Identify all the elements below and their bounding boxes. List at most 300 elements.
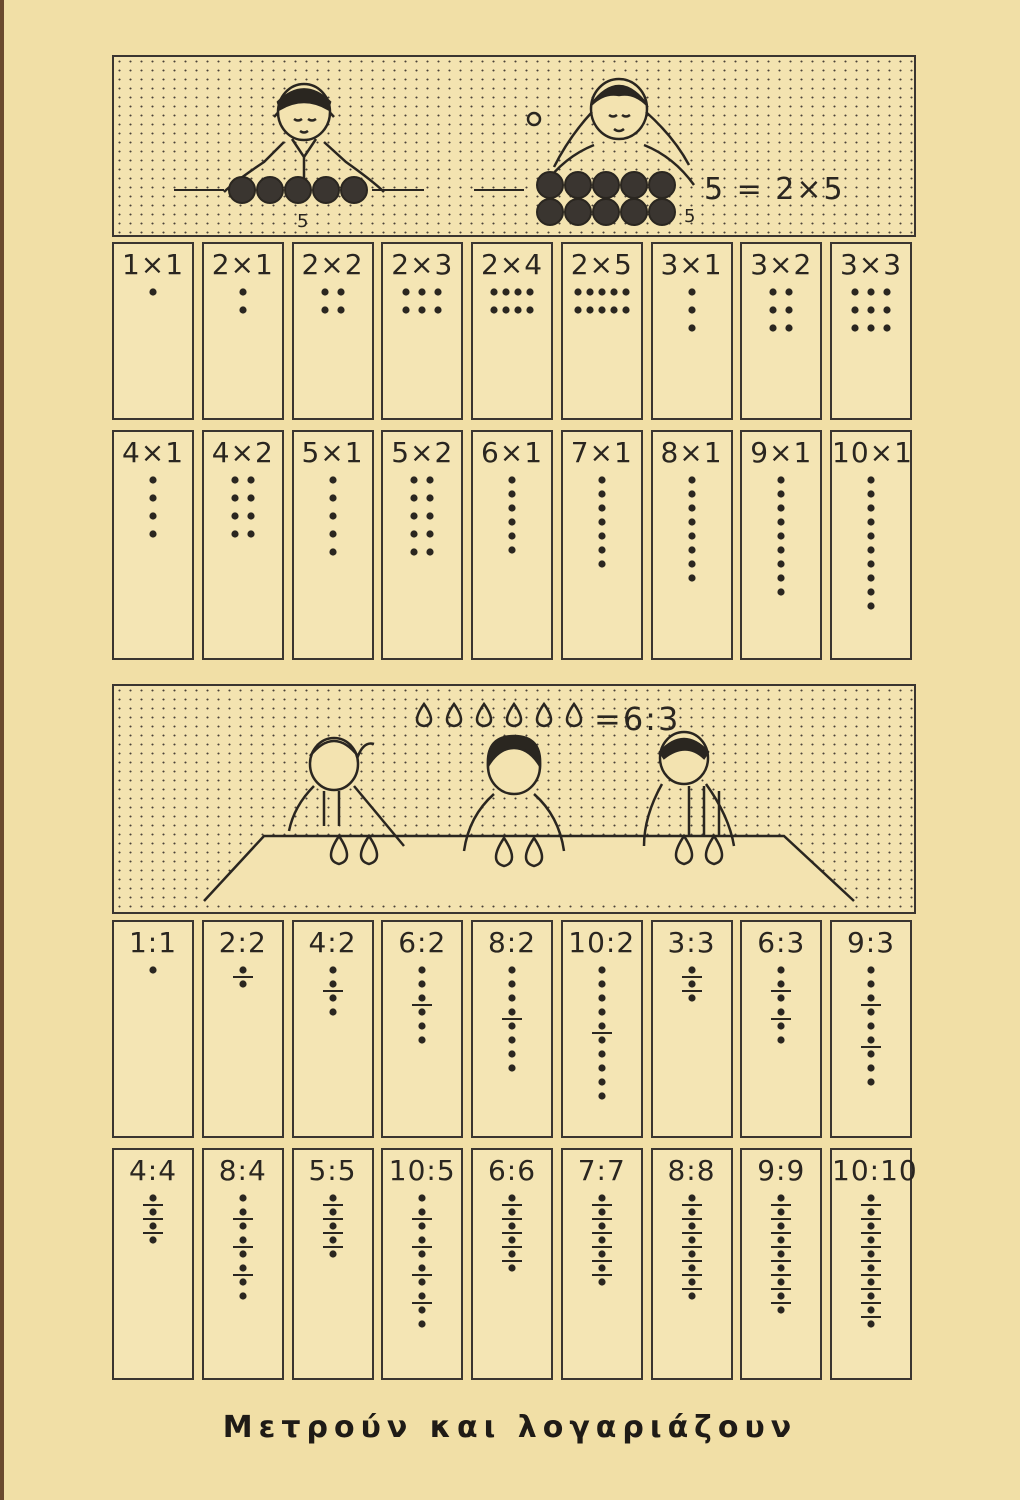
multiplication-card-label: 4×1 xyxy=(121,436,185,469)
dot xyxy=(883,324,890,331)
division-card-label: 6:6 xyxy=(487,1154,537,1187)
dot xyxy=(770,306,777,313)
dot xyxy=(867,1264,874,1271)
division-card xyxy=(202,1148,284,1380)
multiplication-card xyxy=(561,242,643,420)
dot xyxy=(598,1222,605,1229)
multiplication-card-label: 5×2 xyxy=(391,436,454,469)
division-card-label: 4:2 xyxy=(308,926,357,959)
dot xyxy=(490,288,497,295)
dot xyxy=(239,1278,246,1285)
division-card-label: 3:3 xyxy=(667,926,716,959)
dot xyxy=(514,306,521,313)
division-card-label: 5:5 xyxy=(308,1154,357,1187)
division-card-dots xyxy=(383,922,461,1136)
division-card-label: 1:1 xyxy=(128,926,178,959)
dot xyxy=(508,1064,515,1071)
dot xyxy=(598,980,605,987)
division-card-dots xyxy=(473,1150,551,1378)
dot xyxy=(403,306,410,313)
division-card-dots xyxy=(114,1150,192,1378)
dot xyxy=(688,560,695,567)
multiplication-card-label: 10×1 xyxy=(832,436,913,469)
dot xyxy=(867,1236,874,1243)
division-row-2 xyxy=(112,1148,918,1380)
top-illustration xyxy=(112,55,916,237)
dot xyxy=(598,1264,605,1271)
dot xyxy=(508,518,515,525)
dot xyxy=(867,1036,874,1043)
dot xyxy=(149,512,156,519)
division-card xyxy=(381,1148,463,1380)
top-illustration-drawing xyxy=(114,57,914,235)
dot xyxy=(411,548,418,555)
dot xyxy=(149,288,156,295)
dot xyxy=(247,512,254,519)
dot xyxy=(419,1008,426,1015)
dot xyxy=(508,1008,515,1015)
dot xyxy=(490,306,497,313)
division-card xyxy=(381,920,463,1138)
dot xyxy=(508,546,515,553)
dot xyxy=(247,530,254,537)
dot xyxy=(867,1194,874,1201)
dot xyxy=(321,288,328,295)
dot xyxy=(867,518,874,525)
multiplication-card-label: 7×1 xyxy=(570,436,633,469)
multiplication-card-label: 3×1 xyxy=(660,248,723,281)
division-row-1 xyxy=(112,920,912,1138)
dot xyxy=(688,518,695,525)
dot xyxy=(508,1036,515,1043)
multiplication-card-label: 2×2 xyxy=(301,248,364,281)
dot xyxy=(508,532,515,539)
multiplication-card-dots xyxy=(563,432,641,658)
dot xyxy=(778,476,785,483)
dot xyxy=(688,966,695,973)
dot xyxy=(329,512,336,519)
division-card xyxy=(740,1148,822,1380)
division-card-label: 7:7 xyxy=(577,1154,626,1187)
division-card-label: 9:3 xyxy=(846,926,896,959)
division-card xyxy=(651,1148,733,1380)
dot xyxy=(419,1292,426,1299)
dot xyxy=(778,966,785,973)
dot xyxy=(419,1250,426,1257)
dot xyxy=(329,1208,336,1215)
dot xyxy=(598,306,605,313)
dot xyxy=(598,288,605,295)
dot xyxy=(778,1036,785,1043)
dot xyxy=(419,1278,426,1285)
dot xyxy=(867,1222,874,1229)
division-card-dots xyxy=(294,922,372,1136)
dot xyxy=(851,306,858,313)
dot xyxy=(778,574,785,581)
page-edge xyxy=(0,0,4,1500)
dot xyxy=(867,1292,874,1299)
dot xyxy=(883,288,890,295)
division-card-label: 4:4 xyxy=(128,1154,178,1187)
multiplication-card xyxy=(740,242,822,420)
multiplication-card xyxy=(202,242,284,420)
dot xyxy=(786,324,793,331)
dot xyxy=(867,532,874,539)
division-card-dots xyxy=(563,922,641,1136)
dot xyxy=(149,1222,156,1229)
dot xyxy=(149,1236,156,1243)
multiplication-card-dots xyxy=(204,244,282,418)
dot xyxy=(867,476,874,483)
dot xyxy=(411,512,418,519)
dot xyxy=(411,494,418,501)
dot xyxy=(688,1250,695,1257)
dot xyxy=(508,1264,515,1271)
boy-figure xyxy=(224,84,384,192)
dot xyxy=(508,994,515,1001)
multiplication-card-dots xyxy=(383,432,461,658)
dot xyxy=(427,512,434,519)
dot xyxy=(867,602,874,609)
division-card-dots xyxy=(832,922,910,1136)
dot xyxy=(598,1092,605,1099)
dot xyxy=(867,560,874,567)
dot xyxy=(239,1236,246,1243)
dot xyxy=(508,504,515,511)
dot xyxy=(598,1236,605,1243)
dot xyxy=(786,306,793,313)
dot xyxy=(598,966,605,973)
division-card-dots xyxy=(473,922,551,1136)
dot xyxy=(598,1194,605,1201)
dot xyxy=(688,1208,695,1215)
division-card xyxy=(471,920,553,1138)
dot xyxy=(508,1236,515,1243)
division-card-dots xyxy=(832,1150,918,1378)
dot xyxy=(867,504,874,511)
dot xyxy=(778,1194,785,1201)
dot xyxy=(688,994,695,1001)
dot xyxy=(778,1306,785,1313)
division-grid xyxy=(112,918,918,1388)
multiplication-card-dots xyxy=(294,432,372,658)
multiplication-card xyxy=(112,242,194,420)
division-card xyxy=(471,1148,553,1380)
dot xyxy=(778,1250,785,1257)
dot xyxy=(688,574,695,581)
dot xyxy=(239,1264,246,1271)
multiplication-card xyxy=(202,430,284,660)
dot xyxy=(411,476,418,483)
dot xyxy=(239,966,246,973)
multiplication-card xyxy=(830,430,912,660)
division-card xyxy=(830,1148,918,1380)
dot xyxy=(337,306,344,313)
division-card xyxy=(740,920,822,1138)
dot xyxy=(883,306,890,313)
multiplication-card xyxy=(471,242,553,420)
dot xyxy=(329,1236,336,1243)
dot xyxy=(688,1194,695,1201)
division-card xyxy=(292,1148,374,1380)
dot xyxy=(867,288,874,295)
dot xyxy=(508,966,515,973)
dot xyxy=(598,532,605,539)
division-card-label: 10:10 xyxy=(832,1154,918,1187)
dot xyxy=(329,980,336,987)
multiplication-card-dots xyxy=(473,432,551,658)
multiplication-card-label: 9×1 xyxy=(750,436,813,469)
division-card-dots xyxy=(294,1150,372,1378)
dot xyxy=(778,994,785,1001)
dot xyxy=(427,476,434,483)
dot xyxy=(598,1008,605,1015)
dot xyxy=(502,288,509,295)
multiplication-card xyxy=(381,430,463,660)
dot xyxy=(231,476,238,483)
dot xyxy=(610,306,617,313)
division-card-label: 9:9 xyxy=(757,1154,806,1187)
dot xyxy=(598,476,605,483)
dot xyxy=(598,1022,605,1029)
dot xyxy=(239,288,246,295)
multiplication-card xyxy=(112,430,194,660)
division-card-label: 6:3 xyxy=(757,926,806,959)
dot xyxy=(149,966,156,973)
dot xyxy=(867,306,874,313)
dot xyxy=(329,1008,336,1015)
dot xyxy=(867,1078,874,1085)
dot xyxy=(688,1236,695,1243)
division-card xyxy=(651,920,733,1138)
multiplication-card-label: 2×5 xyxy=(570,248,633,281)
dot xyxy=(851,324,858,331)
dot xyxy=(231,494,238,501)
dot xyxy=(419,1306,426,1313)
multiplication-card-label: 3×3 xyxy=(839,248,903,281)
dot xyxy=(411,530,418,537)
dot xyxy=(239,1194,246,1201)
dot xyxy=(688,504,695,511)
dot xyxy=(526,306,533,313)
division-card xyxy=(830,920,912,1138)
division-card-dots xyxy=(204,922,282,1136)
dot xyxy=(867,994,874,1001)
dot xyxy=(329,494,336,501)
dot xyxy=(508,476,515,483)
dot xyxy=(419,966,426,973)
dot xyxy=(622,306,629,313)
dot xyxy=(851,288,858,295)
dot xyxy=(329,1250,336,1257)
multiplication-card-dots xyxy=(114,244,192,418)
dot xyxy=(598,994,605,1001)
division-card xyxy=(561,920,643,1138)
dot xyxy=(435,288,442,295)
dot xyxy=(149,476,156,483)
dot xyxy=(778,1022,785,1029)
multiplication-card-dots xyxy=(653,432,731,658)
multiplication-card-dots xyxy=(473,244,551,418)
dot xyxy=(508,1222,515,1229)
multiplication-row-1 xyxy=(112,242,912,420)
dot xyxy=(598,546,605,553)
dot xyxy=(403,288,410,295)
dot xyxy=(688,490,695,497)
dot xyxy=(239,1208,246,1215)
dot xyxy=(598,1208,605,1215)
dot xyxy=(778,1292,785,1299)
division-card-label: 8:4 xyxy=(218,1154,267,1187)
multiplication-card-dots xyxy=(832,244,910,418)
dot xyxy=(867,980,874,987)
division-card-label: 8:8 xyxy=(667,1154,716,1187)
dot xyxy=(598,504,605,511)
dot xyxy=(427,548,434,555)
boy-count-label: 5 xyxy=(297,211,309,232)
dot xyxy=(231,530,238,537)
dot xyxy=(778,1236,785,1243)
multiplication-card xyxy=(830,242,912,420)
division-card xyxy=(112,920,194,1138)
dot xyxy=(508,1208,515,1215)
division-card-dots xyxy=(204,1150,282,1378)
dot xyxy=(598,518,605,525)
dot xyxy=(419,1208,426,1215)
dot xyxy=(239,1250,246,1257)
multiplication-card-label: 6×1 xyxy=(480,436,544,469)
dot xyxy=(778,518,785,525)
page-caption: Μετρούν και λογαριάζουν xyxy=(222,1410,798,1445)
multiplication-card-label: 5×1 xyxy=(301,436,364,469)
multiplication-card-dots xyxy=(204,432,282,658)
dot xyxy=(688,1292,695,1299)
multiplication-card-label: 8×1 xyxy=(660,436,723,469)
dot xyxy=(688,288,695,295)
division-card xyxy=(561,1148,643,1380)
dot xyxy=(867,1306,874,1313)
dot xyxy=(598,1278,605,1285)
dot xyxy=(867,966,874,973)
multiplication-card-label: 2×1 xyxy=(211,248,274,281)
dot xyxy=(598,490,605,497)
division-card xyxy=(202,920,284,1138)
dot xyxy=(419,1036,426,1043)
multiplication-row-2 xyxy=(112,430,912,660)
dot xyxy=(778,1208,785,1215)
dot xyxy=(239,980,246,987)
dot xyxy=(598,560,605,567)
dot xyxy=(239,1292,246,1299)
dot xyxy=(867,1064,874,1071)
dot xyxy=(778,1008,785,1015)
dot xyxy=(598,1078,605,1085)
dot xyxy=(770,324,777,331)
dot xyxy=(778,560,785,567)
dot xyxy=(427,494,434,501)
division-card xyxy=(112,1148,194,1380)
division-card-dots xyxy=(653,922,731,1136)
dot xyxy=(514,288,521,295)
dot xyxy=(321,306,328,313)
dot xyxy=(688,1264,695,1271)
dot xyxy=(329,1194,336,1201)
dot xyxy=(778,532,785,539)
multiplication-card-dots xyxy=(114,432,192,658)
dot xyxy=(419,1264,426,1271)
dot xyxy=(149,1208,156,1215)
pear-illustration xyxy=(112,684,916,914)
multiplication-card-label: 1×1 xyxy=(121,248,185,281)
division-card-dots xyxy=(742,922,820,1136)
dot xyxy=(508,1050,515,1057)
dot xyxy=(502,306,509,313)
dot xyxy=(526,288,533,295)
dot xyxy=(778,490,785,497)
dot xyxy=(247,494,254,501)
multiplication-equation: 5 = 2×5 xyxy=(704,172,845,207)
division-card-dots xyxy=(653,1150,731,1378)
girl-figure xyxy=(528,79,694,185)
division-card-dots xyxy=(114,922,192,1136)
dot xyxy=(688,546,695,553)
pear-row xyxy=(417,704,581,726)
dot xyxy=(867,1208,874,1215)
dot xyxy=(867,588,874,595)
dot xyxy=(622,288,629,295)
multiplication-card-dots xyxy=(383,244,461,418)
multiplication-card xyxy=(381,242,463,420)
dot xyxy=(598,1250,605,1257)
dot xyxy=(778,1278,785,1285)
multiplication-card-dots xyxy=(742,432,820,658)
multiplication-card-dots xyxy=(294,244,372,418)
dot xyxy=(435,306,442,313)
pear-illustration-drawing xyxy=(114,686,914,912)
dot xyxy=(688,306,695,313)
dot xyxy=(586,288,593,295)
division-card-dots xyxy=(383,1150,461,1378)
dot xyxy=(867,1320,874,1327)
dot xyxy=(329,994,336,1001)
dot xyxy=(508,1250,515,1257)
dot xyxy=(598,1050,605,1057)
dot xyxy=(867,546,874,553)
girl-apples xyxy=(537,172,675,225)
multiplication-grid xyxy=(112,240,912,665)
dot xyxy=(419,1222,426,1229)
multiplication-card-label: 3×2 xyxy=(750,248,813,281)
dot xyxy=(231,512,238,519)
dot xyxy=(247,476,254,483)
division-card-dots xyxy=(742,1150,820,1378)
dot xyxy=(149,530,156,537)
dot xyxy=(867,1022,874,1029)
dot xyxy=(867,324,874,331)
dot xyxy=(778,546,785,553)
dot xyxy=(688,324,695,331)
dot xyxy=(770,288,777,295)
dot xyxy=(508,1194,515,1201)
dot xyxy=(688,532,695,539)
dot xyxy=(574,306,581,313)
dot xyxy=(867,1050,874,1057)
dot xyxy=(610,288,617,295)
division-card-label: 2:2 xyxy=(218,926,267,959)
multiplication-card xyxy=(740,430,822,660)
dot xyxy=(867,1250,874,1257)
multiplication-card xyxy=(471,430,553,660)
